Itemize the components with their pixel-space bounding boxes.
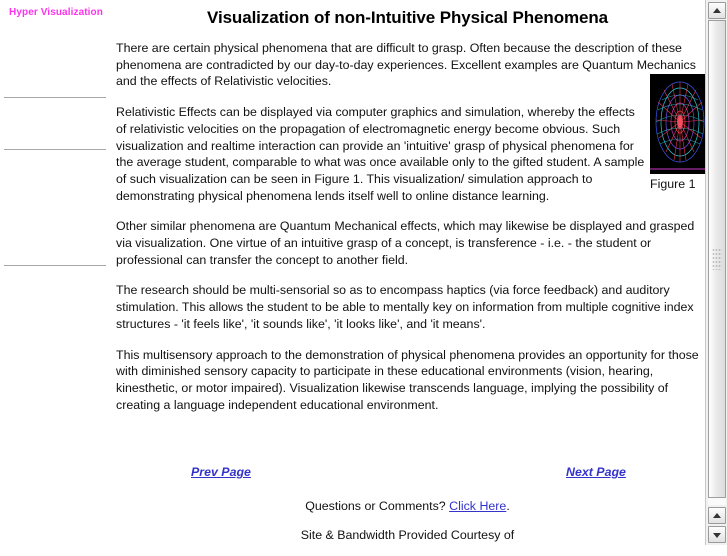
article-body: [116, 40, 705, 427]
triangle-down-icon: [713, 533, 721, 538]
paragraph-1: There are certain physical phenomena that are difficult to grasp. Often because the description of these phenomena are contradicted by our day-to-day experiences. Excellent examples are Quantum Mechanics and the effects of Relativistic velocities.: [116, 41, 696, 89]
paragraph-5: This multisensory approach to the demonstration of physical phenomena provides an opportunity for those with diminished sensory capacity to participate in these educational environments (vision, hearing, kinesthetic, or motor impaired). Visualization likewise transcends language, implying the possibility of creating a language independent educational environment.: [116, 347, 699, 412]
click-here-link[interactable]: Click Here: [449, 499, 507, 513]
scroll-up-button[interactable]: [708, 2, 726, 19]
page-navigation: [116, 465, 705, 483]
paragraph-2: Relativistic Effects can be displayed via computer graphics and simulation, whereby the effects of relativistic velocities on the propagation of electromagnetic energy become obvious. Such visualization and realtime interaction can provide an 'intuitive' grasp of physical phenomena for the average student, comparable to what was once available only to the gifted student. A sample of such visualization can be seen in Figure 1. This visualization/ simulation approach to demonstrating physical phenomena lends itself well to online distance learning.: [116, 105, 645, 203]
page-footer: [110, 498, 705, 556]
figure-block: [650, 74, 712, 191]
vertical-scrollbar[interactable]: [705, 0, 727, 545]
questions-line: [110, 498, 705, 514]
questions-suffix-text: .: [506, 499, 510, 513]
scroll-up-button-bottom[interactable]: [708, 507, 726, 524]
prev-page-link[interactable]: Prev Page: [191, 465, 251, 479]
paragraph-4: The research should be multi-sensorial so as to encompass haptics (via force feedback) and auditory stimulation. This allows the student to be able to mentally key on information from multiple cognitive index structures - 'it feels like', 'it sounds like', 'it looks like', and 'it means'.: [116, 283, 694, 331]
questions-prefix-text: Questions or Comments?: [305, 499, 450, 513]
scrollbar-track[interactable]: [708, 20, 726, 505]
main-content: [110, 0, 705, 545]
relativistic-field-visualization-image: [650, 74, 710, 174]
paragraph-3: Other similar phenomena are Quantum Mechanical effects, which may likewise be displayed and grasped via visualization. One virtue of an intuitive grasp of a concept, is transference - i.e. - the student or professional can transfer the concept to another field.: [116, 219, 695, 267]
scrollbar-grip-icon: [712, 248, 722, 270]
figure-caption: Figure 1: [650, 177, 696, 191]
courtesy-line: Site & Bandwidth Provided Courtesy of: [300, 528, 515, 542]
triangle-up-icon: [713, 513, 721, 518]
sidebar: [0, 0, 110, 545]
sidebar-divider-3: [4, 265, 106, 266]
next-page-link[interactable]: Next Page: [566, 465, 626, 479]
site-brand-label: Hyper Visualization: [9, 7, 103, 18]
sidebar-divider-1: [4, 97, 106, 98]
field-wireframe-svg: [650, 74, 710, 174]
page-title: Visualization of non-Intuitive Physical Phenomena: [207, 8, 608, 27]
scroll-down-button[interactable]: [708, 526, 726, 543]
scrollbar-thumb[interactable]: [708, 20, 726, 498]
sidebar-divider-2: [4, 149, 106, 150]
triangle-up-icon: [713, 8, 721, 13]
